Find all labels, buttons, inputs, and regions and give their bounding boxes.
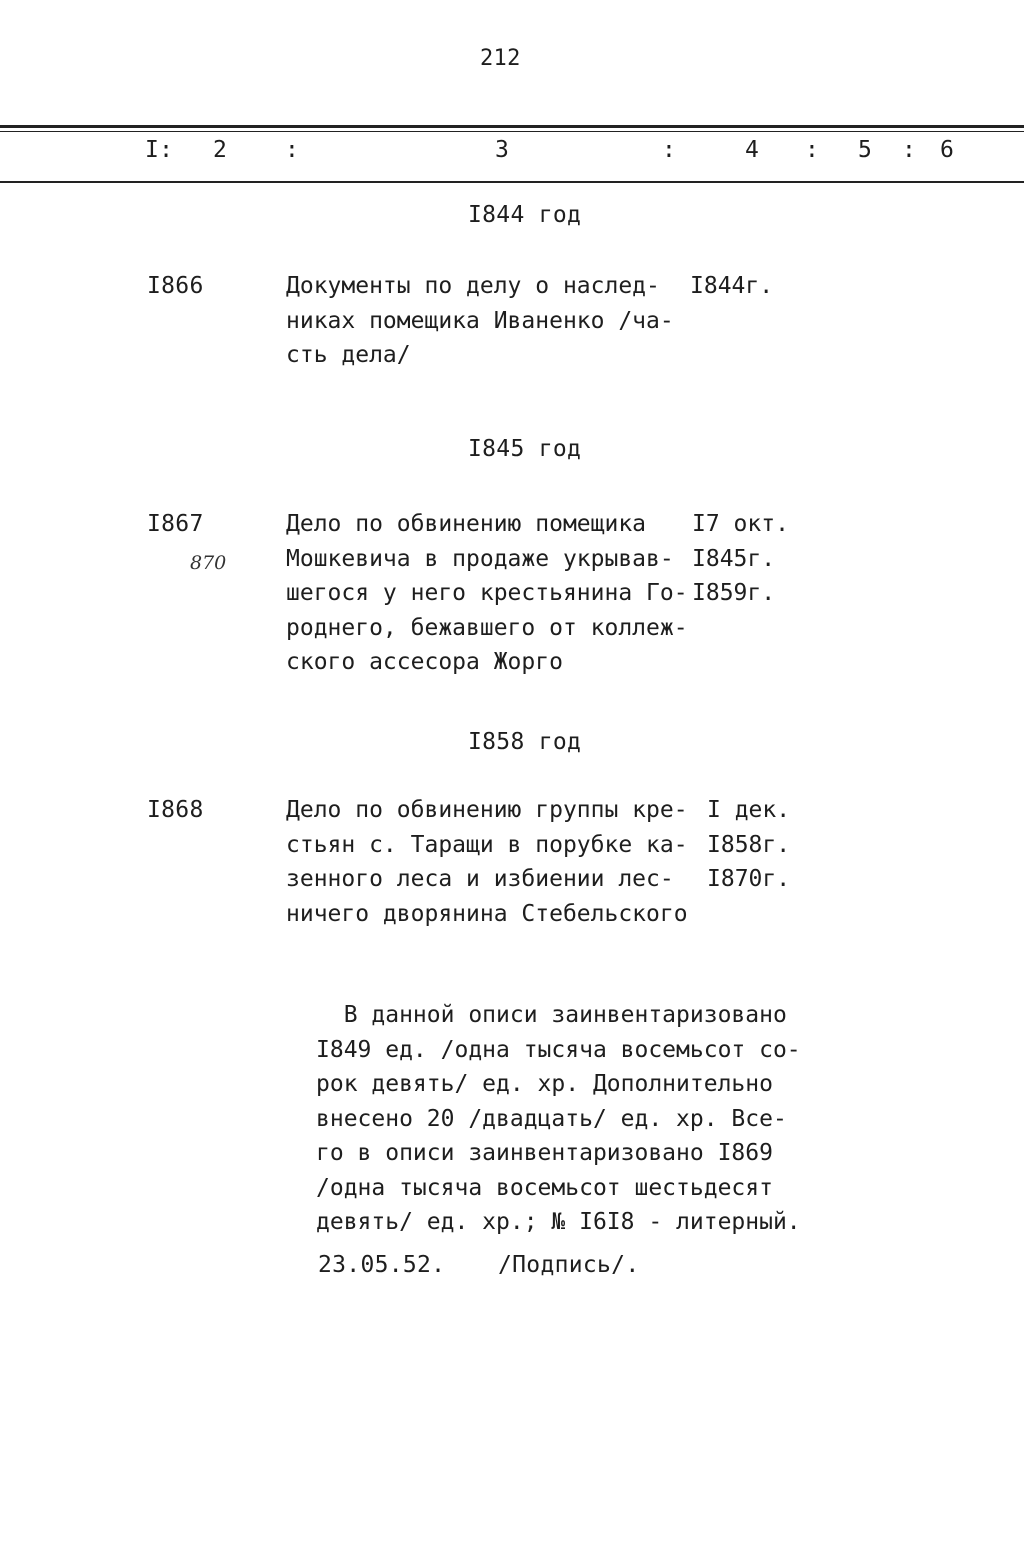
- description-line: шегося у него крестьянина Го-: [286, 580, 688, 606]
- date-line: I870г.: [707, 866, 791, 892]
- date-line: I859г.: [692, 580, 776, 606]
- summary-line: /одна тысяча восемьсот шестьдесят: [316, 1174, 773, 1201]
- year-heading: I858 год: [468, 729, 582, 755]
- summary-line: го в описи заинвентаризовано I869: [316, 1140, 773, 1166]
- date-line: I844г.: [690, 273, 774, 299]
- column-header-4: 4: [745, 137, 760, 163]
- header-bottom-rule: [0, 181, 1024, 183]
- summary-line: девять/ ед. хр.; № I6I8 - литерный.: [316, 1209, 801, 1235]
- column-header-1: I:: [145, 137, 174, 163]
- date-line: I дек.: [707, 797, 791, 823]
- description-line: Мошкевича в продаже укрывав-: [286, 545, 674, 572]
- description-line: зенного леса и избиении лес-: [286, 866, 674, 892]
- entry-dates: [692, 507, 789, 611]
- handwritten-note: 870: [190, 552, 227, 574]
- top-rule-thin: [0, 131, 1024, 132]
- description-line: Дело по обвинению группы кре-: [286, 797, 688, 823]
- summary-line: внесено 20 /двадцать/ ед. хр. Все-: [316, 1105, 787, 1132]
- column-separator: :: [285, 137, 300, 163]
- description-line: Документы по делу о наслед-: [286, 273, 660, 299]
- column-separator: :: [902, 137, 917, 163]
- description-line: ничего дворянина Стебельского: [286, 900, 688, 927]
- column-header-3: 3: [495, 137, 510, 163]
- signature-placeholder: /Подпись/.: [498, 1252, 640, 1278]
- date-line: I7 окт.: [692, 511, 789, 537]
- date-line: I845г.: [692, 545, 776, 572]
- description-line: ского ассесора Жорго: [286, 649, 563, 675]
- column-separator: :: [805, 137, 820, 163]
- entry-number: I867: [147, 511, 204, 537]
- description-line: сть дела/: [286, 342, 411, 368]
- summary-line: рок девять/ ед. хр. Дополнительно: [316, 1071, 773, 1097]
- entry-dates: [707, 793, 790, 897]
- entry-description: [286, 793, 688, 931]
- summary-line: I849 ед. /одна тысяча восемьсот со-: [316, 1036, 801, 1063]
- column-header-2: 2: [213, 137, 228, 163]
- column-header-5: 5: [858, 137, 873, 163]
- year-heading: I845 год: [468, 436, 582, 462]
- entry-number: I868: [147, 797, 204, 823]
- description-line: никах помещика Иваненко /ча-: [286, 307, 674, 334]
- inventory-summary: [316, 998, 801, 1240]
- entry-number: I866: [147, 273, 204, 299]
- description-line: стьян с. Таращи в порубке ка-: [286, 831, 688, 858]
- year-heading: I844 год: [468, 202, 582, 228]
- date-line: I858г.: [707, 831, 791, 858]
- description-line: роднего, бежавшего от коллеж-: [286, 614, 688, 641]
- description-line: Дело по обвинению помещика: [286, 511, 647, 537]
- summary-line: В данной описи заинвентаризовано: [316, 1002, 787, 1028]
- entry-description: [286, 269, 674, 373]
- summary-date: 23.05.52.: [318, 1252, 446, 1278]
- column-header-6: 6: [940, 137, 955, 163]
- entry-description: [286, 507, 688, 680]
- top-rule-thick: [0, 125, 1024, 128]
- entry-dates: [690, 269, 773, 304]
- column-separator: :: [662, 137, 677, 163]
- page-number: 212: [480, 46, 521, 71]
